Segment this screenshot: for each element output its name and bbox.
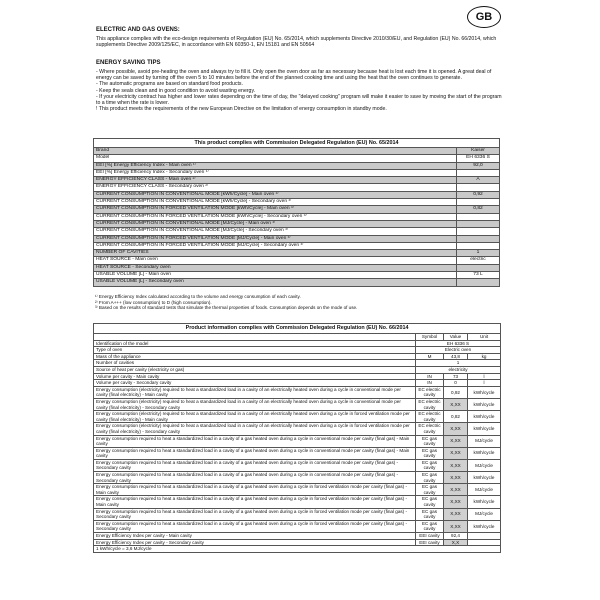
table-row: [94, 169, 500, 176]
row-unit: kWh/cycle: [468, 520, 501, 532]
conversion-note: 1 kWh/cycle = 3,6 MJ/cycle: [94, 546, 501, 553]
row-label: USABLE VOLUME [L] - Main oven: [94, 272, 457, 279]
table-row: [94, 177, 500, 184]
row-value: X,XX: [444, 520, 468, 532]
table-row: [94, 264, 500, 271]
row-value: 0,82: [457, 206, 500, 213]
identification-value: EH 6336 S: [416, 340, 501, 347]
row-value: X,XX: [444, 496, 468, 508]
oven-type-value: Electric oven: [416, 347, 501, 354]
identification-label: Identification of the model: [94, 340, 416, 347]
mass-label: Mass of the appliance: [94, 353, 416, 360]
row-symbol: IN: [416, 380, 444, 387]
row-label: Energy Efficiency Index per cavity - Secondary cavity: [94, 539, 416, 546]
row-unit: [468, 539, 501, 546]
row-label: Energy consumption required to heat a standardized load in a cavity of a gas heated oven during a cycle in forced ventilation mode per cavity (final gas) - Main cavity: [94, 484, 416, 496]
table-row: [94, 213, 500, 220]
row-symbol: EC electric cavity: [416, 411, 444, 423]
row-label: CURRENT CONSUMPTION IN FORCED VENTILATION MODE [MJ/Cycle] - Main oven ³⁾: [94, 235, 457, 242]
row-value: X,XX: [444, 484, 468, 496]
row-value: X,XX: [444, 447, 468, 459]
row-label: EEI [%] Energy Efficiency Index - Secondary oven ¹⁾: [94, 169, 457, 176]
row-label: HEAT SOURCE - Main oven: [94, 257, 457, 264]
tip-line: - The automatic programs are based on standard food products.: [96, 81, 243, 88]
table-row: [94, 184, 500, 191]
table-row: [94, 272, 500, 279]
table-row: [94, 520, 501, 532]
cavities-value: 1: [416, 360, 501, 367]
row-unit: kWh/cycle: [468, 386, 501, 398]
row-symbol: EEI cavity: [416, 539, 444, 546]
row-label: Energy consumption required to heat a standardized load in a cavity of a gas heated oven during a cycle in conventional mode per cavity (final gas) - Secondary cavity: [94, 459, 416, 471]
row-label: Volume per cavity - Main cavity: [94, 373, 416, 380]
heat-source-value: electricity: [416, 366, 501, 373]
row-value: [457, 264, 500, 271]
row-value: [457, 184, 500, 191]
table-row: [94, 472, 501, 484]
table-row: [94, 484, 501, 496]
row-value: 92,0: [457, 162, 500, 169]
row-value: X,XX: [444, 398, 468, 410]
row-value: [457, 228, 500, 235]
row-label: CURRENT CONSUMPTION IN FORCED VENTILATION MODE [kWh/Cycle] - Secondary oven ³⁾: [94, 213, 457, 220]
table-row: [94, 423, 501, 435]
tip-line: - Keep the seals clean and in good condition to avoid wasting energy.: [96, 87, 256, 94]
row-label: Energy consumption (electricity) required to heat a standardized load in a cavity of an electrically heated oven during a cycle in conventional mode per cavity (final electricity) - Main cavity: [94, 386, 416, 398]
row-symbol: EC gas cavity: [416, 496, 444, 508]
header-cell: Unit: [468, 334, 501, 341]
row-label: CURRENT CONSUMPTION IN FORCED VENTILATION MODE [MJ/Cycle] - Secondary oven ³⁾: [94, 242, 457, 249]
row-value: 1: [457, 250, 500, 257]
table-footnotes: [95, 294, 500, 311]
table-row: [94, 386, 501, 398]
mass-value: 43,8: [444, 353, 468, 360]
table-title: Product information complies with Commission Delegated Regulation (EU) No. 66/2014: [94, 324, 501, 334]
table-row: [94, 191, 500, 198]
row-unit: kWh/cycle: [468, 411, 501, 423]
row-value: [457, 220, 500, 227]
row-symbol: EC gas cavity: [416, 508, 444, 520]
row-value: 0,82: [444, 411, 468, 423]
row-symbol: EC electric cavity: [416, 398, 444, 410]
row-label: Energy consumption (electricity) required to heat a standardized load in a cavity of an electrically heated oven during a cycle in forced ventilation mode per cavity (final electricity) - Secondary cavity: [94, 423, 416, 435]
row-value: 73 L: [457, 272, 500, 279]
table-row: [94, 220, 500, 227]
row-value: X,XX: [444, 435, 468, 447]
tip-line: ! This product meets the requirements of the new European Directive on the limitation of energy consumption in standby mode.: [96, 106, 387, 113]
row-unit: kWh/cycle: [468, 496, 501, 508]
table-row: [94, 242, 500, 249]
mass-unit: kg: [468, 353, 501, 360]
electric-heading: ELECTRIC AND GAS OVENS:: [96, 27, 180, 33]
table-row: [94, 250, 500, 257]
table-row: [94, 257, 500, 264]
table-row: [94, 228, 500, 235]
row-label: ENERGY EFFICIENCY CLASS - Main oven ²⁾: [94, 177, 457, 184]
row-value: 73: [444, 373, 468, 380]
row-label: CURRENT CONSUMPTION IN CONVENTIONAL MODE [kWh/Cycle] - Secondary oven ³⁾: [94, 199, 457, 206]
row-unit: kWh/cycle: [468, 447, 501, 459]
row-value: 0,92: [444, 386, 468, 398]
row-label: HEAT SOURCE - Secondary oven: [94, 264, 457, 271]
header-cell: [94, 334, 416, 341]
table-row: [94, 199, 500, 206]
tip-line: - If your electricity contract has higher and lower rates depending on the time of day, the "delayed cooking" program will make it easier to save by moving the start of the program to a time when the rate is lower.: [96, 93, 502, 107]
row-value: X,XX: [444, 508, 468, 520]
cavities-label: Number of cavities: [94, 360, 416, 367]
row-unit: kWh/cycle: [468, 398, 501, 410]
row-label: Energy consumption required to heat a standardized load in a cavity of a gas heated oven during a cycle in conventional mode per cavity (final gas) - Main cavity: [94, 435, 416, 447]
row-unit: MJ/cycle: [468, 508, 501, 520]
header-cell: Symbol: [416, 334, 444, 341]
row-label: Brand: [94, 148, 457, 155]
row-symbol: EC gas cavity: [416, 472, 444, 484]
row-label: Model: [94, 155, 457, 162]
row-label: Energy consumption required to heat a standardized load in a cavity of a gas heated oven during a cycle in forced ventilation mode per cavity (final gas) - Secondary cavity: [94, 508, 416, 520]
row-symbol: IN: [416, 373, 444, 380]
heat-source-label: Source of heat per cavity (electricity or gas): [94, 366, 416, 373]
energy-tips-list: [96, 69, 506, 112]
row-label: Energy consumption (electricity) required to heat a standardized load in a cavity of an electrically heated oven during a cycle in conventional mode per cavity (final electricity) - Secondary cavity: [94, 398, 416, 410]
row-symbol: EC gas cavity: [416, 435, 444, 447]
row-symbol: EC gas cavity: [416, 447, 444, 459]
regulation-65-table: [93, 138, 500, 287]
table-row: [94, 496, 501, 508]
row-unit: l: [468, 380, 501, 387]
row-value: [457, 199, 500, 206]
row-unit: kWh/cycle: [468, 472, 501, 484]
row-symbol: EC gas cavity: [416, 520, 444, 532]
energy-tips-heading: ENERGY SAVING TIPS: [96, 60, 161, 66]
table-row: [94, 459, 501, 471]
table-row: [94, 235, 500, 242]
row-value: 0: [444, 380, 468, 387]
row-value: X,XX: [444, 459, 468, 471]
row-label: Energy consumption required to heat a standardized load in a cavity of a gas heated oven during a cycle in forced ventilation mode per cavity (final gas) - Secondary cavity: [94, 520, 416, 532]
table-row: [94, 148, 500, 155]
row-label: Energy consumption (electricity) required to heat a standardized load in a cavity of an electrically heated oven during a cycle in forced ventilation mode per cavity (final electricity) - Main cavity: [94, 411, 416, 423]
table-row: [94, 539, 501, 546]
table-title: This product complies with Commission Delegated Regulation (EU) No. 65/2014: [94, 139, 500, 148]
table-footer-row: [94, 546, 501, 553]
table-row: [94, 206, 500, 213]
table-row: [94, 435, 501, 447]
row-unit: MJ/cycle: [468, 459, 501, 471]
row-symbol: EC gas cavity: [416, 484, 444, 496]
table-row: [94, 447, 501, 459]
table-row: [94, 279, 500, 286]
footnote: ²⁾ From A+++ (low consumption) to D (high consumption).: [95, 299, 212, 305]
row-unit: [468, 533, 501, 540]
footnote: ¹⁾ Energy Efficiency Index calculated according to the volume and energy consumption of each cavity.: [95, 294, 301, 299]
row-value: A: [457, 177, 500, 184]
row-label: CURRENT CONSUMPTION IN FORCED VENTILATION MODE [kWh/Cycle] - Main oven ³⁾: [94, 206, 457, 213]
row-label: CURRENT CONSUMPTION IN CONVENTIONAL MODE [kWh/Cycle] - Main oven ³⁾: [94, 191, 457, 198]
row-unit: l: [468, 373, 501, 380]
row-value: [457, 242, 500, 249]
oven-type-label: Type of oven: [94, 347, 416, 354]
table-row: [94, 155, 500, 162]
regulation-66-table: [93, 323, 501, 553]
row-label: Volume per cavity - Secondary cavity: [94, 380, 416, 387]
tip-line: - Where possible, avoid pre-heating the oven and always try to fill it. Only open the oven door as far as necessary because heat is lost each time it is opened. A great deal of energy can be saved by turning off the oven 5 to 10 minutes before the end of the planned cooking time and using the heat that the oven continues to generate.: [96, 69, 492, 82]
row-symbol: EC gas cavity: [416, 459, 444, 471]
row-value: 92,4: [444, 533, 468, 540]
row-value: electric: [457, 257, 500, 264]
row-value: Kaiser: [457, 148, 500, 155]
row-label: EEI [%] Energy Efficiency Index - Main oven ¹⁾: [94, 162, 457, 169]
row-symbol: EC electric cavity: [416, 423, 444, 435]
row-label: ENERGY EFFICIENCY CLASS - Secondary oven ²⁾: [94, 184, 457, 191]
footnote: ³⁾ Based on the results of standard tests that simulate the thermal properties of foods. Consumption depends on the mode of use.: [95, 305, 358, 311]
table-row: [94, 398, 501, 410]
electric-text: This appliance complies with the eco-design requirements of Regulation (EU) No. 65/2014, which supplements Directive 2010/30/EU, and Regulation (EU) No. 66/2014, which supplements Directive 2009/125/EC, in accordance with EN 60350-1, EN 15181 and EN 50564: [96, 36, 497, 49]
row-value: 0,92: [457, 191, 500, 198]
mass-symbol: M: [416, 353, 444, 360]
row-value: X,XX: [444, 472, 468, 484]
row-label: Energy Efficiency Index per cavity - Main cavity: [94, 533, 416, 540]
row-value: EH 6336 S: [457, 155, 500, 162]
row-value: X,X: [444, 539, 468, 546]
row-value: X,XX: [444, 423, 468, 435]
row-symbol: EEI cavity: [416, 533, 444, 540]
header-cell: Value: [444, 334, 468, 341]
country-badge: GB: [467, 6, 501, 28]
row-label: NUMBER OF CAVITIES: [94, 250, 457, 257]
row-symbol: EC electric cavity: [416, 386, 444, 398]
row-value: [457, 279, 500, 286]
row-label: CURRENT CONSUMPTION IN CONVENTIONAL MODE [MJ/Cycle] - Secondary oven ³⁾: [94, 228, 457, 235]
table-row: [94, 508, 501, 520]
row-value: [457, 235, 500, 242]
row-value: [457, 213, 500, 220]
table-row: [94, 373, 501, 380]
row-label: USABLE VOLUME [L] - Secondary oven: [94, 279, 457, 286]
row-unit: MJ/cycle: [468, 435, 501, 447]
row-value: [457, 169, 500, 176]
row-label: CURRENT CONSUMPTION IN CONVENTIONAL MODE [MJ/Cycle] - Main oven ³⁾: [94, 220, 457, 227]
row-label: Energy consumption required to heat a standardized load in a cavity of a gas heated oven during a cycle in conventional mode per cavity (final gas) - Secondary cavity: [94, 472, 416, 484]
table-row: [94, 411, 501, 423]
row-unit: MJ/cycle: [468, 484, 501, 496]
table-row: [94, 533, 501, 540]
row-label: Energy consumption required to heat a standardized load in a cavity of a gas heated oven during a cycle in conventional mode per cavity (final gas) - Main cavity: [94, 447, 416, 459]
row-label: Energy consumption required to heat a standardized load in a cavity of a gas heated oven during a cycle in forced ventilation mode per cavity (final gas) - Main cavity: [94, 496, 416, 508]
row-unit: kWh/cycle: [468, 423, 501, 435]
table-row: [94, 380, 501, 387]
table-row: [94, 162, 500, 169]
